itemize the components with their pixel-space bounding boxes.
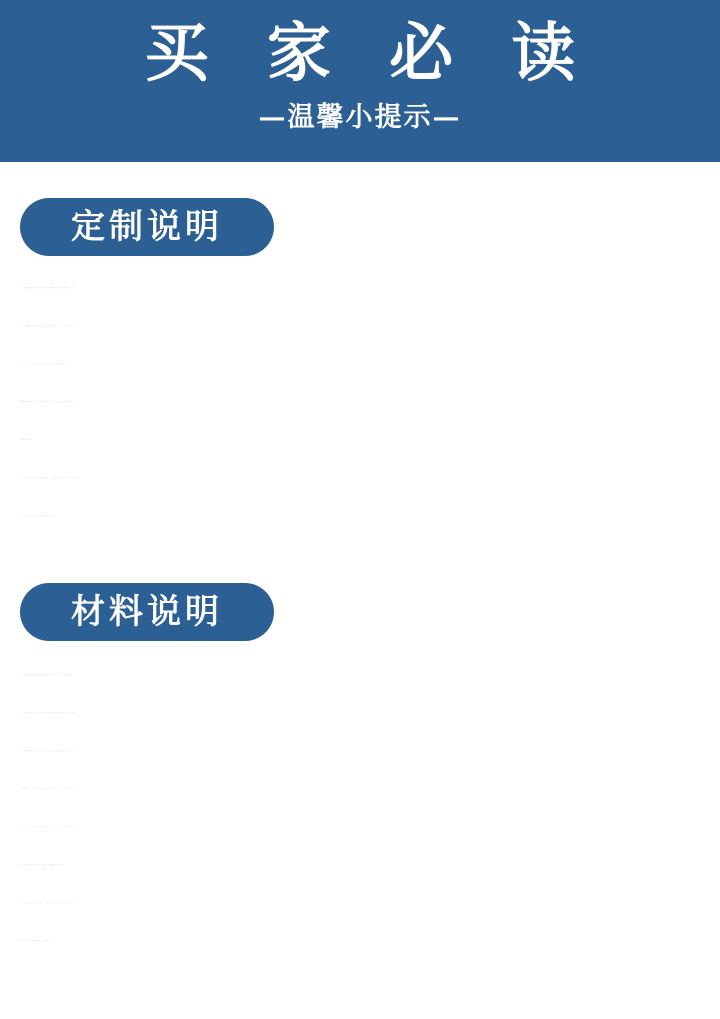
- text-line: [20, 345, 720, 383]
- section-heading-material: 材料说明: [20, 583, 274, 641]
- text-line: [20, 732, 720, 770]
- header-banner: [0, 0, 720, 162]
- text-line: [20, 269, 720, 307]
- text-line: [20, 383, 720, 421]
- text-line: [20, 694, 720, 732]
- text-line: [20, 459, 720, 497]
- text-line: [20, 922, 720, 960]
- section-body-material: [20, 656, 720, 960]
- text-line: [20, 307, 720, 345]
- text-line: [20, 770, 720, 808]
- text-line: [20, 846, 720, 884]
- page-subtitle: —温馨小提示—: [258, 102, 462, 133]
- page-title: 买 家 必 读: [144, 16, 594, 91]
- text-line: [20, 656, 720, 694]
- text-line: [20, 421, 720, 459]
- section-heading-custom: 定制说明: [20, 198, 274, 256]
- text-line: [20, 497, 720, 535]
- text-line: [20, 884, 720, 922]
- section-body-custom: [20, 269, 720, 535]
- text-line: [20, 808, 720, 846]
